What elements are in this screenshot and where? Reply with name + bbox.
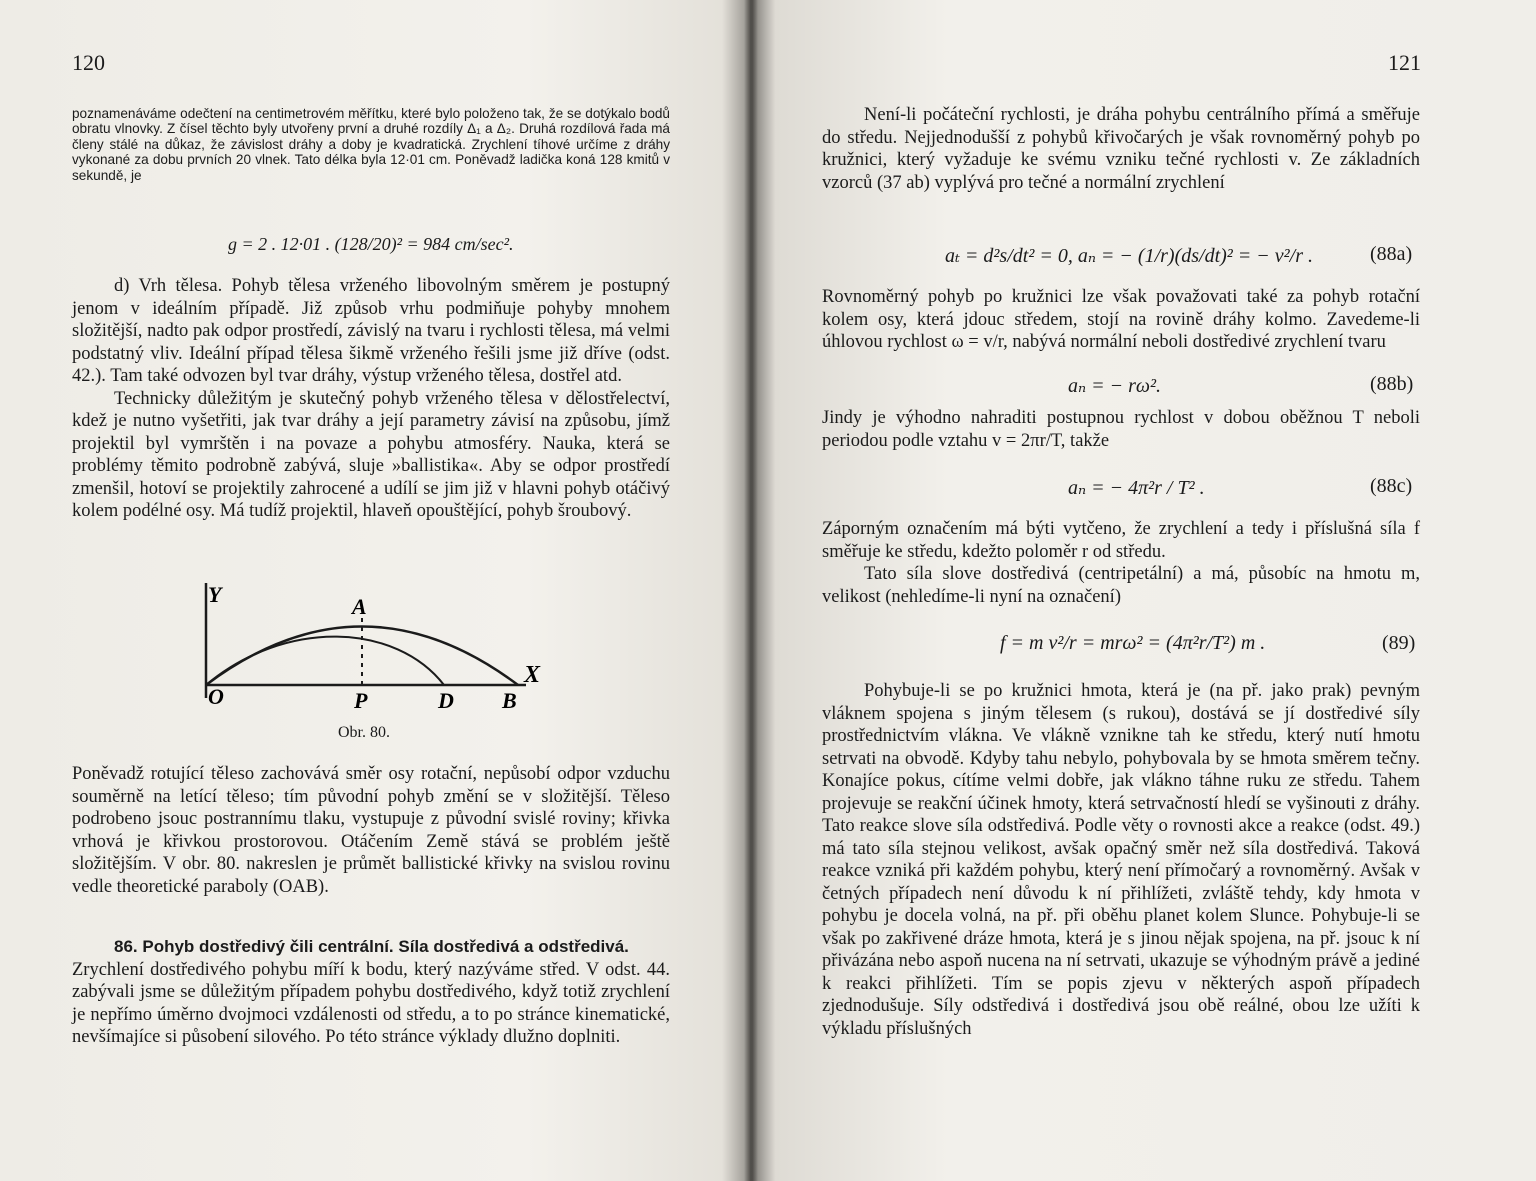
sign-paragraph <box>822 518 1420 608</box>
rotation-paragraph: Poněvadž rotující těleso zachovává směr osy rotační, nepůsobí odpor vzduchu souměrně na letící těleso; tím původní pohyb změní se v složitější. Těleso podrobeno jsouc postrannímu tlaku, vystupuje z původní svislé roviny; křivka vrhová je křivkou prostorovou. Otáčením Země stává se problém ještě složitějším. V obr. 80. nakreslen je průmět ballistické křivky na svislou rovinu vedle theoretické paraboly (OAB). <box>72 764 670 897</box>
section-heading: 86. Pohyb dostředivý čili centrální. Síla dostředivá a odstředivá. <box>114 937 629 956</box>
label-p: P <box>354 688 368 713</box>
equation-88c-number: (88c) <box>1370 475 1413 497</box>
section-86-paragraph: Zrychlení dostředivého pohybu míří k bodu, který nazýváme střed. V odst. 44. zabývali jsme se důležitým případem pohybu dostředivého, když totiž zrychlení je nepřímo úměrno dvojmoci vzdálenosti od středu, a to po stránce kinematické, nevšímajíce si působení silového. Po této stránce výklady dlužno doplniti. <box>72 959 670 1047</box>
label-o: O <box>208 684 224 709</box>
equation-88b: aₙ = − rω². <box>1068 375 1161 397</box>
period-paragraph: Jindy je výhodno nahraditi postupnou rychlost v dobou oběžnou T neboli periodou podle vztahu v = 2πr/T, takže <box>822 408 1420 451</box>
figure-caption: Obr. 80. <box>338 724 390 741</box>
trajectory-figure <box>196 578 556 718</box>
page-number-left: 120 <box>72 50 105 75</box>
label-x: X <box>524 662 541 688</box>
circular-motion-intro: Není-li počáteční rychlosti, je dráha pohybu centrálního přímá a směřuje do středu. Nejjednodušší z pohybů křivočarých je však rovnoměrný pohyb po kružnici, který vyžaduje ke svému vzniku tečné rychlosti v. Ze základních vzorců (37 ab) vyplývá pro tečné a normální zrychlení <box>822 105 1420 193</box>
negative-sign-paragraph: Záporným označením má býti vytčeno, že zrychlení a tedy i příslušná síla f směřuje ke středu, kdežto poloměr r od středu. <box>822 519 1420 562</box>
projectile-paragraph <box>72 275 670 523</box>
label-d: D <box>438 688 454 713</box>
label-b: B <box>502 688 517 713</box>
label-a: A <box>352 594 367 619</box>
equation-88a-number: (88a) <box>1370 243 1413 265</box>
vrh-telesa-paragraph: d) Vrh tělesa. Pohyb tělesa vrženého libovolným směrem je postupný jenom v ideálním případě. Již způsob vrhu podmiňuje pohyby mnohem složitější, nadto pak odpor prostředí, závislý na tvaru i rychlosti tělesa, má velmi podstatný vliv. Ideální případ tělesa šikmě vrženého řešili jsme již dříve (odst. 42.). Tam také odvozen byl tvar dráhy, výstup vrženého tělesa, dostřel atd. <box>72 276 670 386</box>
central-motion-paragraph <box>822 104 1420 194</box>
equation-89: f = m v²/r = mrω² = (4π²r/T²) m . <box>1000 632 1266 654</box>
reaction-paragraph: Pohybuje-li se po kružnici hmota, která je (na př. jako prak) pevným vláknem spojena s jiným tělesem (s rukou), dostává se jí dostředivé síly prostřednictvím vlákna. Ve vlákně vznikne tah ke středu, který nutí hmotu setrvati na obvodě. Kdyby tahu nebylo, pohybovala by se hmota směrem tečny. Konajíce pokus, cítíme velmi dobře, jak vlákno táhne ruku ze středu. Tahem projevuje se reakční účinek hmoty, která setrvačností hledí se vyšinouti z dráhy. Tato reakce slove síla odstředivá. Podle věty o rovnosti akce a reakce (odst. 49.) má tato síla stejnou velikost, avšak opačný směr než síla dostředivá. Taková reakce vzniká při každém pohybu, který není přímočarý a rovnoměrný. Avšak v četných případech není důvodu k ní přihlížeti, zvláště tehdy, kdy hmota v pohybu je docela volná, na př. při oběhu planet kolem Slunce. Pohybuje-li se však po zakřivené dráze hmota, která je s jinou nějak spojena, na př. jsouc k ní přivázána nebo aspoň nucena na ní setrvati, ukazuje se výhodným právě a jediné k reakci přihlížeti. Tím se popis zjevu v některých aspoň případech zjednodušuje. Síly odstředivá i dostředivá jsou obě reálné, obou lze užíti k výkladu příslušných <box>822 681 1420 1039</box>
gravity-formula: g = 2 . 12·01 . (128/20)² = 984 cm/sec². <box>228 234 514 254</box>
section-86 <box>72 936 670 1049</box>
centripetal-force-paragraph: Tato síla slove dostředivá (centripetální) a má, působíc na hmotu m, velikost (nehledíme-li nyní na označení) <box>822 564 1420 607</box>
page-number-right: 121 <box>1388 50 1421 75</box>
equation-88b-number: (88b) <box>1370 373 1414 395</box>
ballistics-paragraph: Technicky důležitým je skutečný pohyb vrženého tělesa v dělostřelectví, kdež je nutno vyšetřiti, jak tvar dráhy a její parametry závisí na způsobu, jímž projektil byl vymrštěn i na povaze a pohybu atmosféry. Nauka, která se problémy těmito podrobně zabývá, sluje »ballistika«. Aby se odpor prostředí zmenšil, hotoví se projektily zahrocené a udílí se jim již v hlavni pohyb otáčivý kolem podélné osy. Má tudíž projektil, hlaveň opouštějící, pohyb šroubový. <box>72 388 670 521</box>
equation-89-number: (89) <box>1382 632 1416 654</box>
centrifugal-paragraph <box>822 680 1420 1040</box>
equation-88a: aₜ = d²s/dt² = 0, aₙ = − (1/r)(ds/dt)² = − v²/r . <box>945 245 1313 267</box>
measurement-paragraph: poznamenáváme odečtení na centimetrovém měřítku, které bylo položeno tak, že se dotýkalo bodů obratu vlnovky. Z čísel těchto byly utvořeny první a druhé rozdíly Δ₁ a Δ₂. Druhá rozdílová řada má členy stálé na důkaz, že závislost dráhy a doby je kvadratická. Zrychlení tíhové určíme z dráhy vykonané za dobu prvních 20 vlnek. Tato délka byla 12·01 cm. Poněvadž ladička koná 128 kmitů v sekundě, je <box>72 106 670 183</box>
rotation-paragraph-right: Rovnoměrný pohyb po kružnici lze však považovati také za pohyb rotační kolem osy, která jdouc středem, stojí na rovině dráhy kolmo. Zavedeme-li úhlovou rychlost ω = v/r, nabývá normální neboli dostředivé zrychlení tvaru <box>822 287 1420 352</box>
label-y: Y <box>208 582 222 607</box>
book-gutter <box>744 0 758 1181</box>
equation-88c: aₙ = − 4π²r / T² . <box>1068 477 1205 499</box>
ballistic-curve <box>206 637 444 685</box>
